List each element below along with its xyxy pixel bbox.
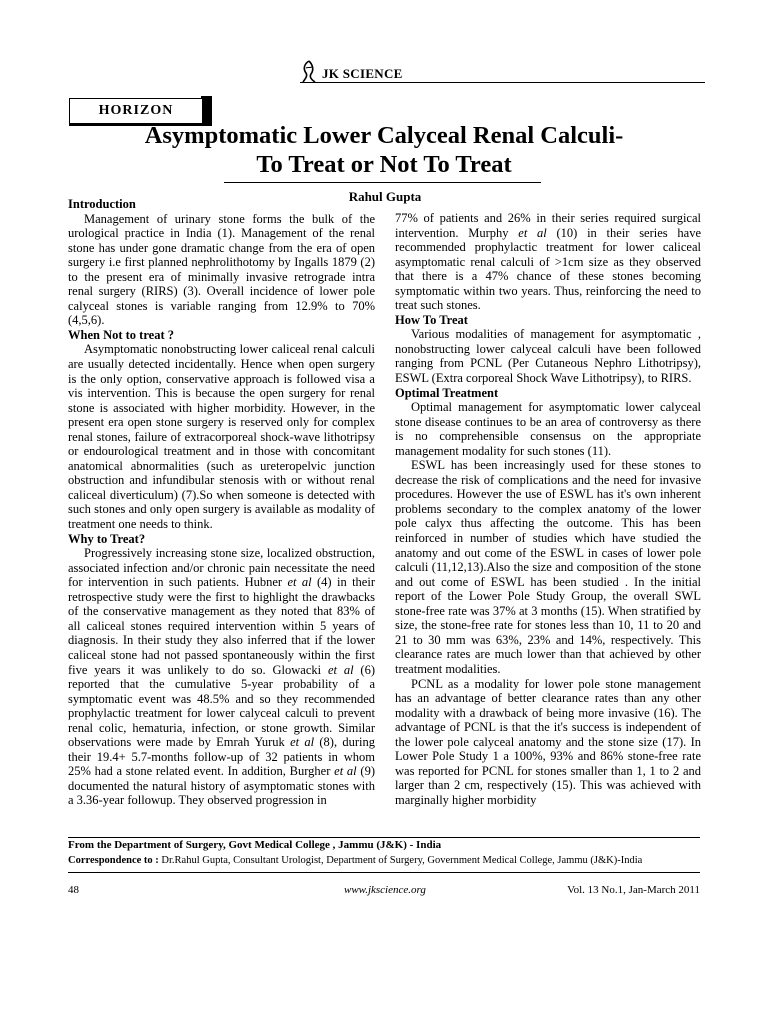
heading-how-to-treat: How To Treat bbox=[395, 312, 468, 327]
article-title bbox=[60, 121, 708, 179]
right-column bbox=[395, 211, 701, 807]
journal-header bbox=[300, 60, 403, 88]
heading-when-not-to-treat: When Not to treat ? bbox=[68, 327, 174, 342]
journal-website: www.jkscience.org bbox=[344, 884, 426, 896]
title-line-2: To Treat or Not To Treat bbox=[256, 151, 512, 178]
correspondence: Correspondence to : Dr.Rahul Gupta, Consultant Urologist, Department of Surgery, Government Medical College, Jammu (J&K)-India bbox=[68, 855, 643, 866]
paragraph-how-to-treat: Various modalities of management for asymptomatic , nonobstructing lower calyceal calculi have been followed ranging from PCNL (Per Cutaneous Nephro Lithotripsy), ESWL (Extra corporeal Shock Wave Lithotripsy), to RIRS. bbox=[395, 327, 701, 386]
journal-name: JK SCIENCE bbox=[322, 66, 403, 81]
volume-info: Vol. 13 No.1, Jan-March 2011 bbox=[567, 884, 700, 896]
paragraph-why-to-treat: Progressively increasing stone size, localized obstruction, associated infection and/or chronic pain necessitate the need for intervention in such patients. Hubner et al (4) in their retrospective study were the first to highlight the drawbacks of the conservative management as they noted that 83% of all caliceal stones required intervention within 5 years of diagnosis. In their study they also inferred that if the lower caliceal stone had not passed spontaneously within the first five years it was unlikely to do so. Glowacki et al (6) reported that the cumulative 5-year probability of a symptomatic event was 48.5% and so they recommended prophylactic treatment for lower calyceal calculi to prevent renal colic, hematuria, infection, or stone growth. Similar observations were made by Emrah Yuruk et al (8), during their 19.4+ 5.7-months follow-up of 32 patients in whom 25% had a stone related event. In addition, Burgher et al (9) documented the natural history of asymptomatic stones with a 3.36-year followup. They observed progression in bbox=[68, 546, 376, 808]
header-rule bbox=[300, 82, 705, 83]
section-tag: HORIZON bbox=[69, 98, 203, 124]
title-rule bbox=[224, 182, 541, 183]
paragraph-optimal-treatment: Optimal management for asymptomatic lower calyceal stone disease continues to be an area of controversy as there is no comprehensible consensus on the appropriate management modality for such stones (11). bbox=[395, 400, 701, 458]
paragraph-continued: 77% of patients and 26% in their series required surgical intervention. Murphy et al (10) in their series have recommended prophylactic treatment for lower caliceal asymptomatic renal calculi of >1cm size as they observed that there is a 47% chance of these stones becoming symptomatic within two years. Thus, reinforcing the need to treat such stones. bbox=[395, 211, 701, 313]
paragraph-introduction: Management of urinary stone forms the bulk of the urological practice in India (1). Management of the renal stone has under gone dramatic change from the era of open surgery i.e first planned nephrolithotomy by Ingalls 1879 (2) to the present era of minimally invasive retrograde intra renal surgery (RIRS) (3). Overall incidence of lower pole calyceal stones is variable ranging from 12.9% to 70% (4,5,6). bbox=[68, 211, 375, 328]
title-line-1: Asymptomatic Lower Calyceal Renal Calculi- bbox=[144, 122, 624, 149]
heading-introduction: Introduction bbox=[68, 197, 136, 211]
footer-rule bbox=[68, 872, 700, 873]
footnote-rule bbox=[68, 837, 700, 838]
heading-optimal-treatment: Optimal Treatment bbox=[395, 385, 499, 400]
author-name: Rahul Gupta bbox=[348, 189, 422, 204]
scroll-leaf-icon bbox=[300, 60, 318, 89]
paragraph-eswl: ESWL has been increasingly used for these stones to decrease the risk of complications and the need for invasive procedures. However the use of ESWL has it's own inherent problems secondary to the complex anatomy of the lower pole calyx thus affecting the outcome. This has been reinforced in number of studies which have studied the anatomy and out come of the ESWL in cases of lower pole calculi (11,12,13).Also the size and composition of the stone and out come of ESWL has been studied . In the initial report of the Lower Pole Study Group, the overall SWL stone-free rate was 37% at 3 months (15). When stratified by size, the stone-free rate for stones less than 10, 11 to 20 and 21 to 30 mm was 63%, 23% and 14%, respectively. This clearance rates are much lower than that achieved by other treatment modalities. bbox=[395, 458, 701, 676]
paragraph-pcnl: PCNL as a modality for lower pole stone management has an advantage of better clearance rates than any other modality with a drawback of being more invasive (16). The advantage of PCNL is that the it's success is independent of the lower pole calyceal anatomy and the stone size (17). In Lower Pole Study 1 a 100%, 93% and 86% stone-free rate was reported for PCNL for stones smaller than 1, 1 to 2 and larger than 2 cm, respectively (15). This was achieved with marginally higher morbidity bbox=[395, 676, 701, 807]
page-number: 48 bbox=[68, 884, 79, 896]
department-affiliation: From the Department of Surgery, Govt Medical College , Jammu (J&K) - India bbox=[68, 839, 442, 851]
heading-why-to-treat: Why to Treat? bbox=[68, 531, 146, 546]
paragraph-when-not-to-treat: Asymptomatic nonobstructing lower caliceal renal calculi are usually detected incidentally. Hence when open surgery is the only option, conservative approach is followed visa a vis intervention. This is because the open surgery for renal stone is associated with higher morbidity. However, in the present era open stone surgery is reserved only for complex renal stones, failure of extracorporeal shock-wave lithotripsy or endourological treatment and in those with concomitant anatomical abnormalities (such as ureteropelvic junction obstruction and infundibular stenosis with or without renal caliceal diverticulum) (7).So when someone is detected with such stones and only open surgery is available as modality of treatment one needs to think. bbox=[68, 342, 375, 532]
left-column bbox=[68, 197, 375, 808]
